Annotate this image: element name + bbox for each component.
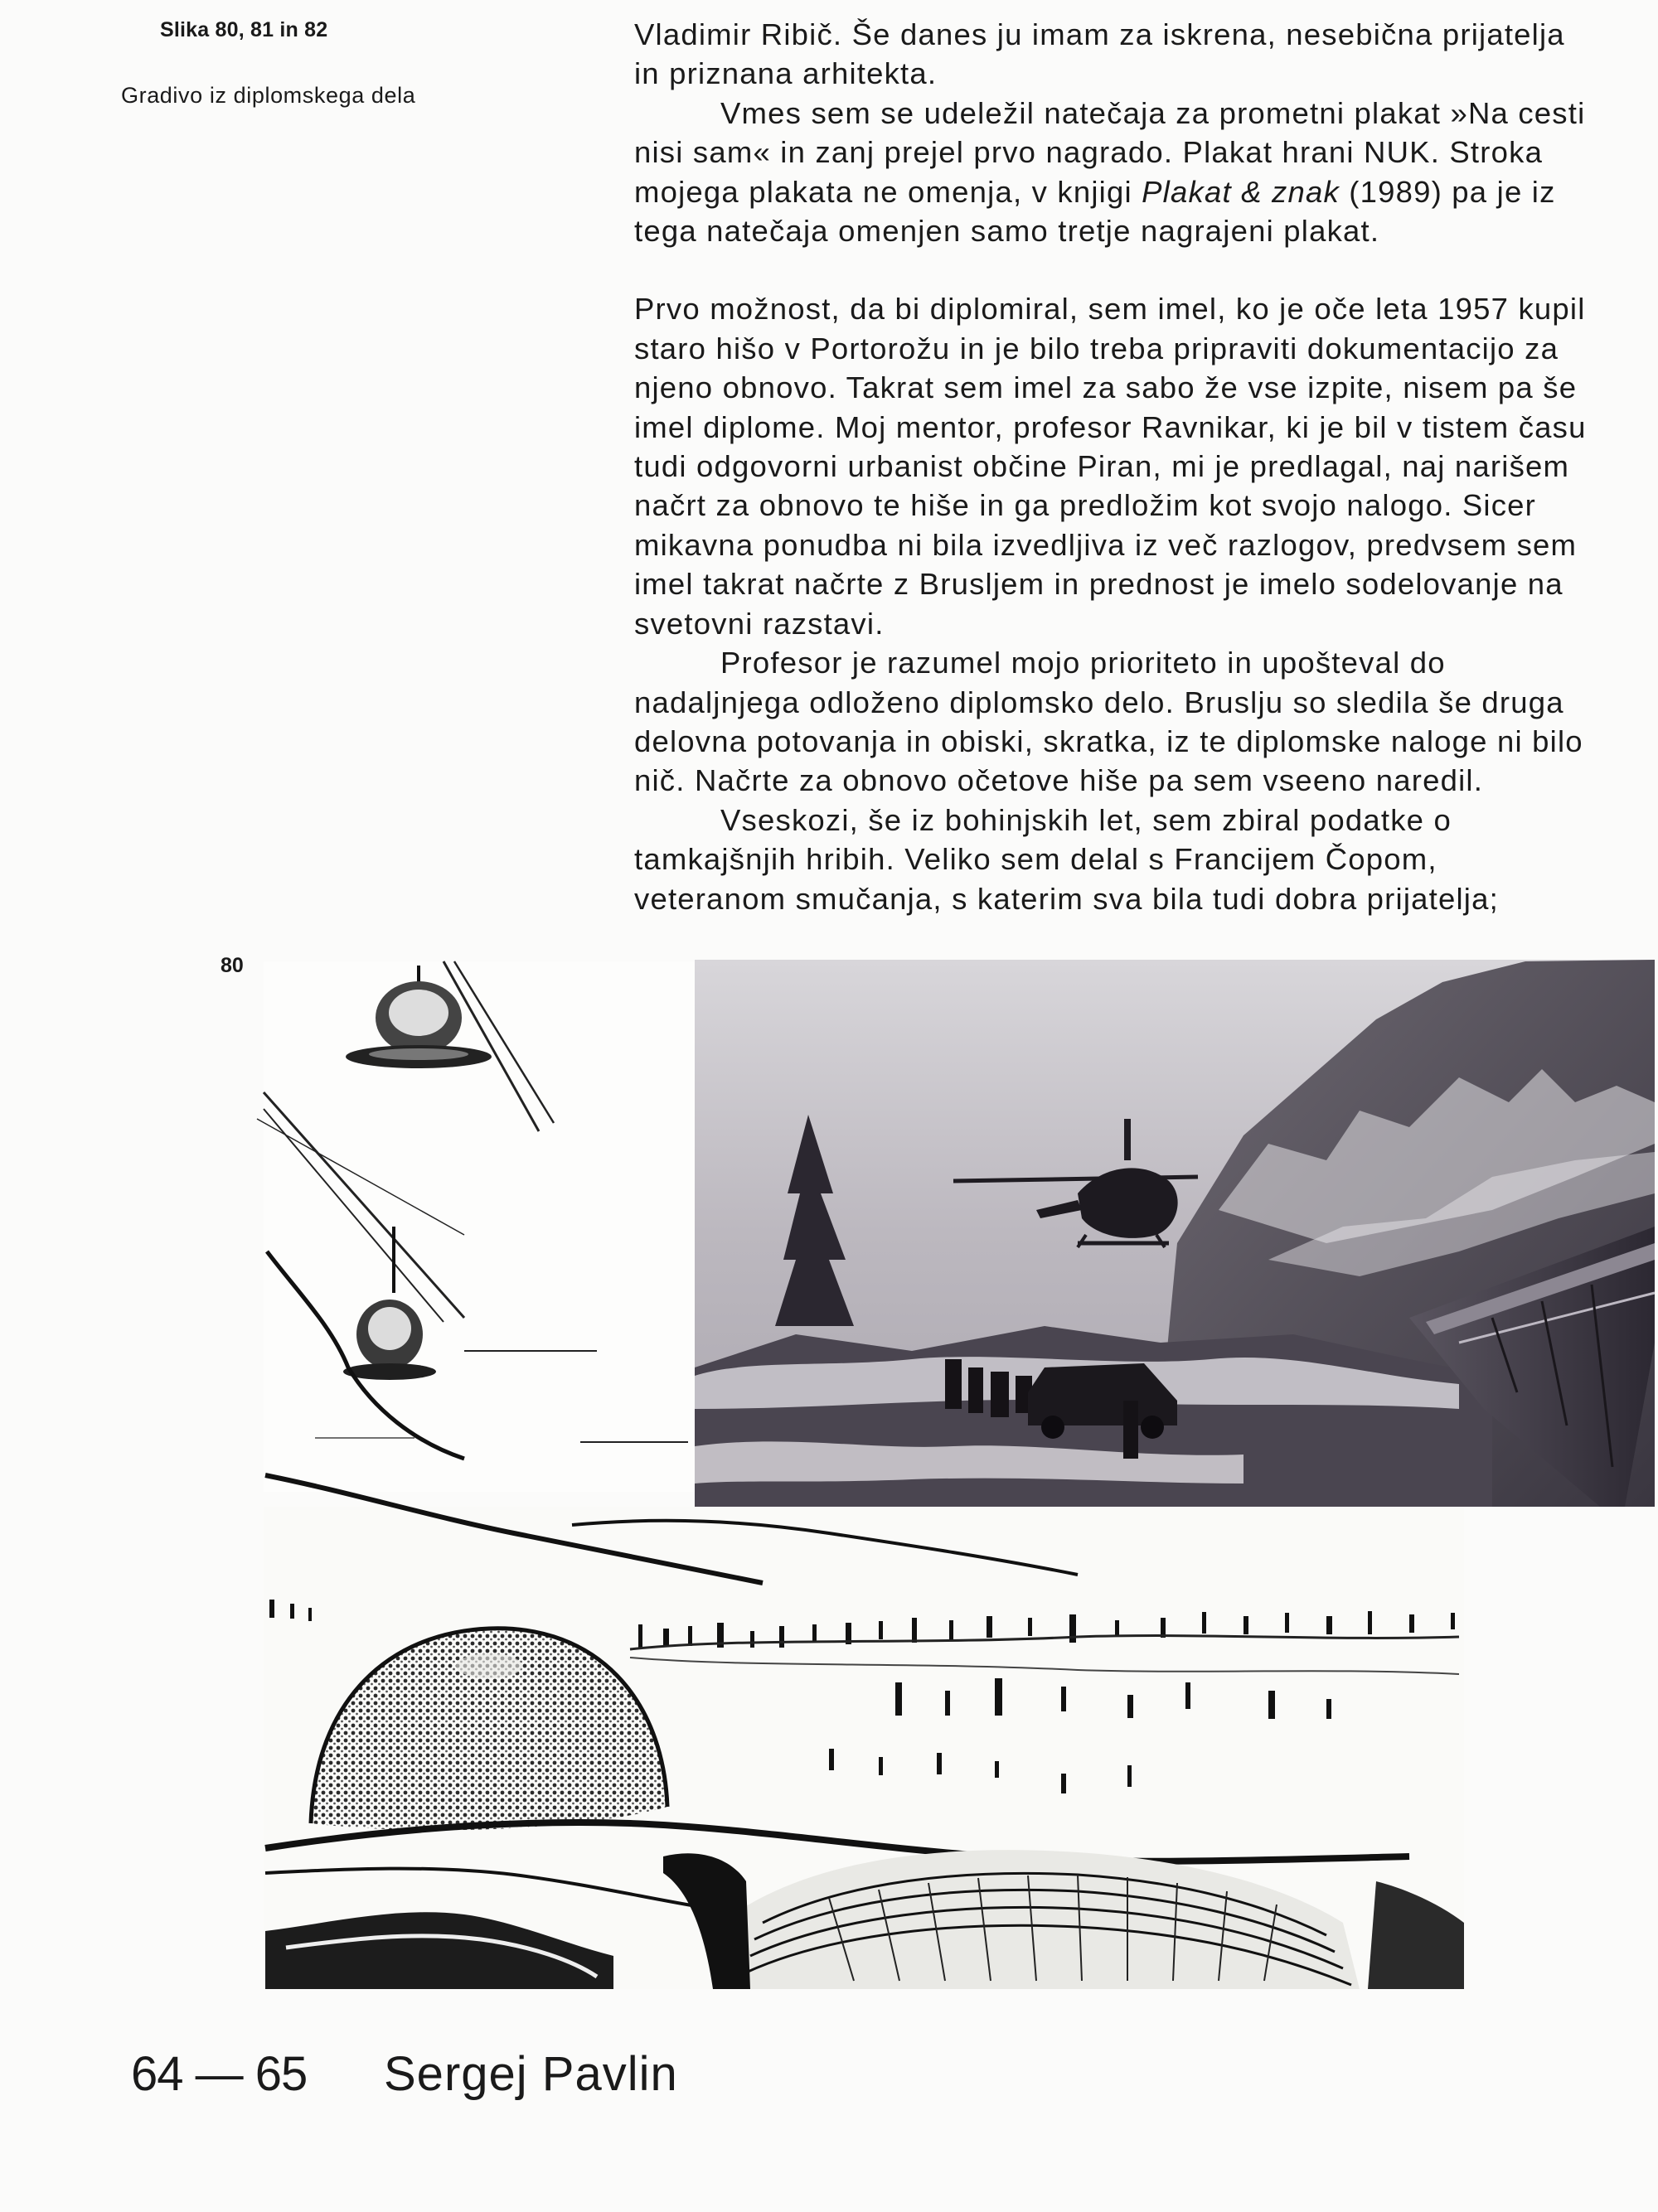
paragraph-3: Prvo možnost, da bi diplomiral, sem imel, ko je oče leta 1957 kupil staro hišo v Portorožu in je bilo treba pripraviti dokumentacijo za njeno obnovo. Takrat sem imel za sabo že vse izpite, nisem pa še imel diplome. Moj mentor, profesor Ravnikar, ki je bil v tistem času tudi odgovorni urbanist občine Piran, mi je predlagal, naj narišem načrt za obnovo te hiše in ga predložim kot svojo nalogo. Sicer mikavna ponudba ni bila izvedljiva iz več razlogov, predvsem sem imel takrat načrte z Brusljem in prednost je imelo sodelovanje na svetovni razstavi. [634, 292, 1587, 641]
paragraph-2-end: (1989) pa je iz tega natečaja omenjen samo tretje nagrajeni plakat. [634, 174, 1556, 249]
dome-landscape-drawing [264, 1475, 1464, 1989]
paragraph-4: Profesor je razumel mojo prioriteto in upošteval do nadaljnjega odloženo diplomsko delo. Bruslju so sledila še druga delovna potovanja in obiski, skratka, iz te diplomske naloge ni bilo nič. Načrte za obnovo očetove hiše pa sem vseeno naredil. [634, 646, 1583, 798]
paragraph-1: Vladimir Ribič. Še danes ju imam za iskrena, nesebična prijatelja in priznana arhitekta. [634, 17, 1565, 91]
figure-caption-title: Slika 80, 81 in 82 [160, 18, 328, 41]
figure-caption-subtitle: Gradivo iz diplomskega dela [121, 83, 416, 108]
helicopter-train-photo [695, 960, 1655, 1507]
author-name: Sergej Pavlin [384, 2047, 678, 2101]
figure-number: 80 [221, 954, 244, 977]
book-title: Plakat & znak [1142, 174, 1340, 209]
paragraph-5: Vseskozi, še iz bohinjskih let, sem zbiral podatke o tamkajšnjih hribih. Veliko sem delal s Francijem Čopom, veteranom smučanja, s katerim sva bila tudi dobra prijatelja; [634, 802, 1499, 916]
cable-car-drawing [257, 961, 695, 1492]
paragraph-2-start: Vmes sem se udeležil natečaja za prometni plakat »Na cesti nisi sam« in zanj prejel prvo nagrado. Plakat hrani NUK. Stroka mojega plakata ne omenja, v knjigi [634, 95, 1586, 209]
page-numbers: 64 — 65 [131, 2047, 308, 2101]
